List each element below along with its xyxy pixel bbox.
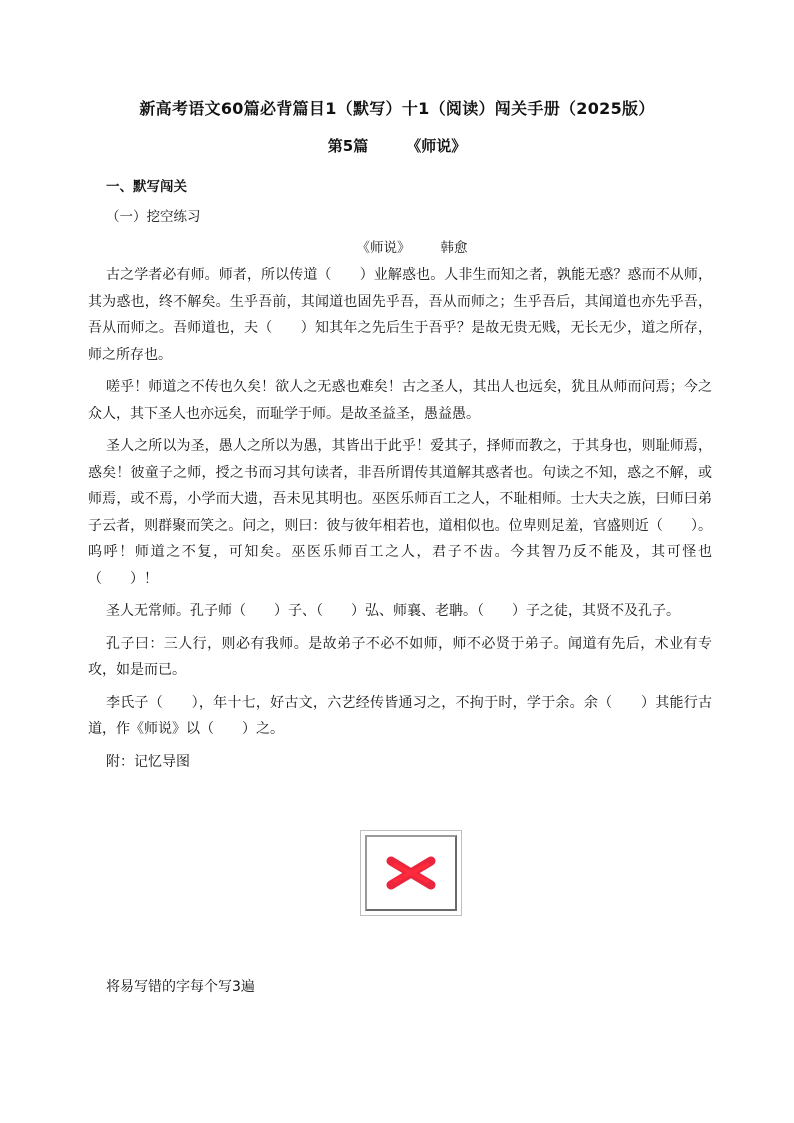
paragraph: 嗟乎！师道之不传也久矣！欲人之无惑也难矣！古之圣人，其出人也远矣，犹且从师而问焉；今之众人，其下圣人也亦远矣，而耻学于师。是故圣益圣，愚益愚。 <box>88 379 712 422</box>
appendix-label: 附：记忆导图 <box>106 753 190 770</box>
chapter-heading <box>0 135 794 156</box>
essay-name: 《师说》 <box>406 137 467 155</box>
practice-instruction: 将易写错的字每个写3遍 <box>106 979 255 995</box>
subsection-heading-fill-blank: （一）挖空练习 <box>106 209 201 225</box>
document-title: 新高考语文60篇必背篇目1（默写）十1（阅读）闯关手册（2025版） <box>139 99 655 118</box>
passage-author: 韩愈 <box>440 240 468 256</box>
broken-image-icon <box>385 853 437 893</box>
section-heading-dictation: 一、默写闯关 <box>106 179 187 195</box>
chapter-number: 第5篇 <box>327 137 369 155</box>
passage-title: 《师说》 <box>356 240 411 256</box>
paragraph: 古之学者必有师。师者，所以传道（ ）业解惑也。人非生而知之者，孰能无惑？惑而不从师，其为惑也，终不解矣。生乎吾前，其闻道也固先乎吾，吾从而师之；生乎吾后，其闻道也亦先乎吾，吾从而师之。吾师道也，夫（ ）知其年之先后生于吾乎？是故无贵无贱，无长无少，道之所存，师之所存也。 <box>88 267 712 363</box>
paragraph: 圣人之所以为圣，愚人之所以为愚，其皆出于此乎！爱其子，择师而教之，于其身也，则耻师焉，惑矣！彼童子之师，授之书而习其句读者，非吾所谓传其道解其惑者也。句读之不知，惑之不解，或师焉，或不焉，小学而大遗，吾未见其明也。巫医乐师百工之人，不耻相师。士大夫之族，曰师曰弟子云者，则群聚而笑之。问之，则曰：彼与彼年相若也，道相似也。位卑则足羞，官盛则近（ ）。呜呼！师道之不复，可知矣。巫医乐师百工之人，君子不齿。今其智乃反不能及，其可怪也（ ）！ <box>88 438 712 587</box>
paragraph: 李氏子（ ），年十七，好古文，六艺经传皆通习之，不拘于时，学于余。余（ ）其能行古道，作《师说》以（ ）之。 <box>88 694 712 737</box>
passage-body <box>88 262 712 781</box>
paragraph: 圣人无常师。孔子师（ ）子、（ ）弘、师襄、老聃。（ ）子之徒，其贤不及孔子。 <box>106 603 680 619</box>
paragraph: 孔子曰：三人行，则必有我师。是故弟子不必不如师，师不必贤于弟子。闻道有先后，术业有专攻，如是而已。 <box>88 635 712 678</box>
memory-map-image <box>360 830 462 916</box>
passage-title-line <box>0 236 794 256</box>
